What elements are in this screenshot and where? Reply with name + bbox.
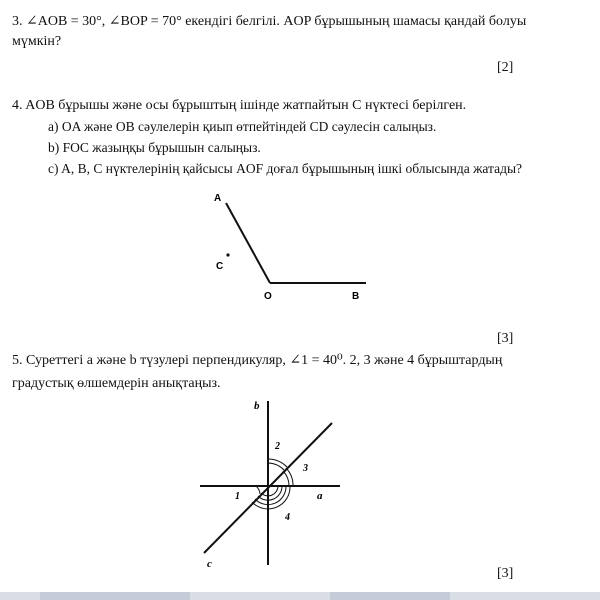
label-angle-1: 1 bbox=[235, 491, 240, 502]
strip-segment bbox=[330, 592, 450, 600]
label-line-a: a bbox=[317, 490, 323, 502]
problem4-angle-figure bbox=[200, 185, 380, 305]
problem4-part-a: a) OA және OB сәулелерін қиып өтпейтіндей CD сәулесін салыңыз. bbox=[48, 119, 437, 134]
arc-angle-2b bbox=[268, 463, 284, 470]
problem3-score: [2] bbox=[497, 60, 514, 75]
label-o: O bbox=[264, 291, 272, 302]
problem4-part-b: b) FOC жазыңқы бұрышын салыңыз. bbox=[48, 140, 261, 155]
problem5-line1: 5. Суреттегі a және b түзулері перпендикуляр, ∠1 = 40⁰. 2, 3 және 4 бұрыштардың bbox=[12, 353, 503, 368]
problem4-part-c: c) A, B, C нүктелерінің қайсысы AOF доғал бұрышының ішкі облысында жатады? bbox=[48, 161, 523, 176]
problem4-score: [3] bbox=[497, 331, 514, 346]
problem5-line2: градустық өлшемдерін анықтаңыз. bbox=[12, 376, 221, 391]
point-c bbox=[226, 253, 229, 256]
label-line-c: c bbox=[207, 558, 212, 570]
problem5-lines-figure bbox=[190, 393, 350, 578]
problem3-line1: 3. ∠AOB = 30°, ∠BOP = 70° екендігі белгілі. AOP бұрышының шамасы қандай болуы bbox=[12, 14, 527, 29]
arc-angle-1 bbox=[256, 486, 260, 494]
label-b: B bbox=[352, 291, 360, 302]
label-angle-2: 2 bbox=[275, 441, 280, 452]
label-a: A bbox=[214, 193, 222, 204]
problem5-score: [3] bbox=[497, 566, 514, 581]
label-line-b: b bbox=[254, 400, 260, 412]
ray-oa bbox=[226, 203, 270, 283]
strip-segment bbox=[40, 592, 190, 600]
problem4-title: 4. AOB бұрышы және осы бұрыштың ішінде жатпайтын C нүктесі берілген. bbox=[12, 98, 467, 113]
label-angle-3: 3 bbox=[303, 463, 308, 474]
page-bottom-strip bbox=[0, 592, 600, 600]
problem3-line2: мүмкін? bbox=[12, 34, 62, 49]
label-c: C bbox=[216, 261, 224, 272]
label-angle-4: 4 bbox=[285, 512, 290, 523]
